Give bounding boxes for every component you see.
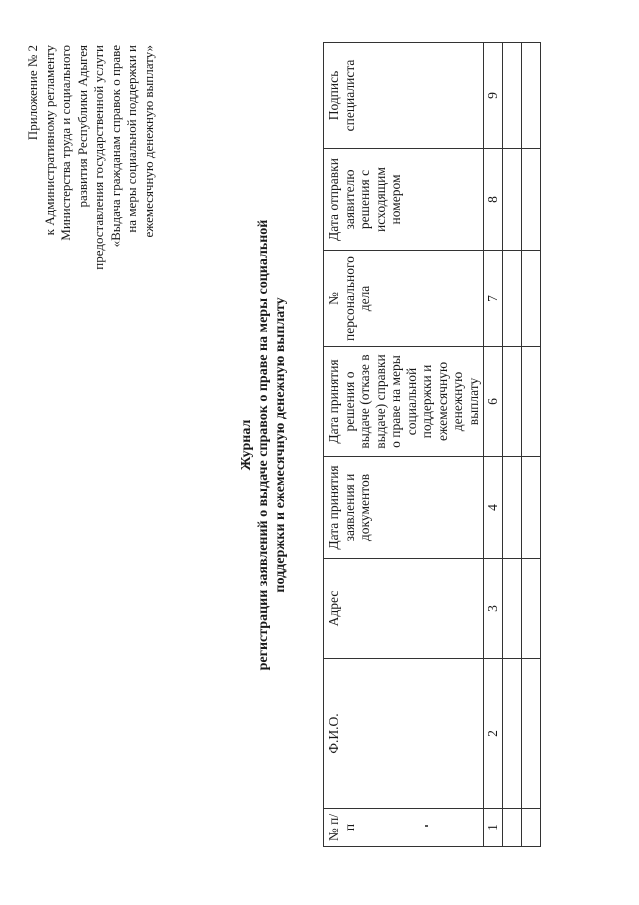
header-row <box>324 43 484 847</box>
scan-speck <box>425 825 428 827</box>
journal-table <box>323 42 541 847</box>
column-number-row <box>484 43 503 847</box>
appendix-block <box>25 45 157 405</box>
col-header-decision-date: Дата принятия решения о выдаче (отказе в выдаче) справки о праве на меры социальной поддержки и ежемесячную денежную выплату <box>324 347 484 457</box>
document-title <box>238 165 289 725</box>
table-cell <box>503 149 522 251</box>
appendix-line: на меры социальной поддержки и <box>124 45 139 233</box>
title-line: поддержки и ежемесячную денежную выплату <box>273 297 288 593</box>
table-cell <box>522 809 541 847</box>
table-cell <box>522 149 541 251</box>
table-cell <box>522 347 541 457</box>
col-number: 2 <box>484 659 503 809</box>
table-row <box>503 43 522 847</box>
appendix-line: Министерства труда и социального <box>58 45 73 241</box>
table-cell <box>503 809 522 847</box>
col-header-case-number: № персонального дела <box>324 251 484 347</box>
col-header-number: № п/п <box>324 809 484 847</box>
table-cell <box>503 559 522 659</box>
col-header-fio: Ф.И.О. <box>324 659 484 809</box>
appendix-line: ежемесячную денежную выплату» <box>140 45 156 238</box>
table-cell <box>503 251 522 347</box>
table-cell <box>522 251 541 347</box>
table-cell <box>503 43 522 149</box>
col-number: 6 <box>484 347 503 457</box>
table-row <box>522 43 541 847</box>
col-header-application-date: Дата принятия заявления и документов <box>324 457 484 559</box>
table-cell <box>522 457 541 559</box>
col-number: 9 <box>484 43 503 149</box>
table-cell <box>522 43 541 149</box>
col-header-address: Адрес <box>324 559 484 659</box>
col-number: 3 <box>484 559 503 659</box>
appendix-line: предоставления государственной услуги <box>91 45 106 270</box>
table-cell <box>503 457 522 559</box>
col-number: 4 <box>484 457 503 559</box>
table-cell <box>522 559 541 659</box>
appendix-line: «Выдача гражданам справок о праве <box>107 45 123 248</box>
appendix-line: к Административному регламенту <box>41 45 57 236</box>
col-number: 8 <box>484 149 503 251</box>
col-header-sending-date: Дата отправки заявителю решения с исходящим номером <box>324 149 484 251</box>
col-number: 7 <box>484 251 503 347</box>
table-cell <box>503 659 522 809</box>
title-line: регистрации заявлений о выдаче справок о праве на меры социальной <box>256 219 271 671</box>
table-cell <box>522 659 541 809</box>
title-heading: Журнал <box>239 419 254 471</box>
col-number: 1 <box>484 809 503 847</box>
table-cell <box>503 347 522 457</box>
col-header-signature: Подпись специалиста <box>324 43 484 149</box>
appendix-line: Приложение № 2 <box>25 45 40 141</box>
appendix-line: развития Республики Адыгея <box>74 45 90 208</box>
